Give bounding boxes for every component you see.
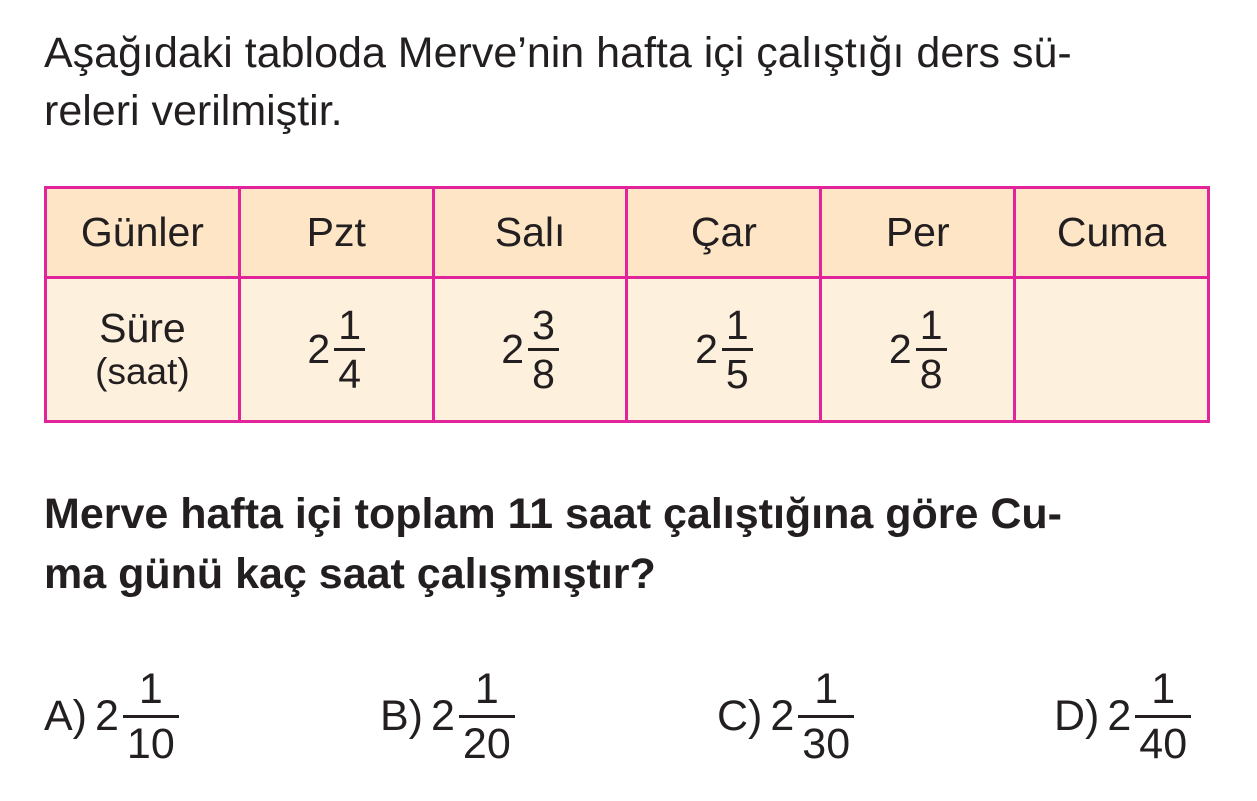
option-a[interactable] [44, 656, 179, 776]
numerator: 1 [138, 664, 163, 713]
denominator: 20 [462, 719, 511, 768]
mixed-number [307, 302, 365, 397]
duration-cell-cuma-empty [1015, 278, 1209, 422]
denominator: 10 [126, 719, 175, 768]
numerator: 1 [338, 302, 362, 348]
whole-part: 2 [1107, 691, 1132, 740]
day-cell-pzt: Pzt [239, 188, 433, 278]
denominator: 8 [532, 351, 555, 397]
denominator: 40 [1139, 719, 1188, 768]
table-duration-row [46, 278, 1209, 422]
question-text [44, 484, 1214, 604]
day-cell-car: Çar [627, 188, 821, 278]
header-label-cell: Günler [46, 188, 240, 278]
day-cell-per: Per [821, 188, 1015, 278]
study-time-table [44, 186, 1210, 423]
mixed-number [695, 302, 753, 397]
fraction [334, 302, 365, 397]
denominator: 5 [725, 351, 749, 397]
numerator: 3 [532, 302, 555, 348]
fraction [528, 302, 559, 397]
whole-part: 2 [695, 326, 718, 372]
duration-cell-car [627, 278, 821, 422]
option-letter: A) [44, 691, 87, 740]
table-header-row [46, 188, 1209, 278]
whole-part: 2 [307, 326, 331, 372]
whole-part: 2 [770, 691, 795, 740]
option-letter: C) [717, 691, 763, 740]
numerator: 1 [1151, 664, 1176, 713]
option-d[interactable] [1054, 656, 1191, 776]
option-letter: D) [1054, 691, 1100, 740]
intro-text [44, 24, 1214, 140]
duration-cell-per [821, 278, 1015, 422]
fraction [916, 302, 947, 397]
numerator: 1 [474, 664, 499, 713]
fraction [1135, 663, 1191, 770]
whole-part: 2 [501, 326, 525, 372]
whole-part: 2 [95, 691, 119, 740]
intro-line-1: Aşağıdaki tabloda Merve’nin hafta içi çalıştığı ders sü- [44, 29, 1072, 77]
answer-options [0, 656, 1257, 776]
denominator: 30 [802, 719, 851, 768]
duration-cell-pzt [239, 278, 433, 422]
intro-line-2: releri verilmiştir. [44, 87, 343, 135]
denominator: 8 [919, 351, 943, 397]
whole-part: 2 [431, 691, 455, 740]
row-label-cell [46, 278, 240, 422]
day-cell-sali: Salı [433, 188, 627, 278]
fraction [798, 663, 854, 770]
fraction [722, 302, 753, 397]
whole-part: 2 [888, 326, 912, 372]
option-letter: B) [380, 691, 423, 740]
mixed-number [889, 302, 947, 397]
question-line-2: ma günü kaç saat çalışmıştır? [44, 550, 656, 598]
fraction [459, 663, 515, 770]
mixed-number [501, 302, 559, 397]
row-label-unit: (saat) [95, 350, 190, 392]
row-label-sure: Süre [99, 304, 186, 351]
question-line-1: Merve hafta içi toplam 11 saat çalıştığına göre Cu- [44, 490, 1062, 538]
numerator: 1 [814, 664, 839, 713]
denominator: 4 [338, 351, 362, 397]
option-b[interactable] [380, 656, 515, 776]
day-cell-cuma: Cuma [1015, 188, 1209, 278]
option-c[interactable] [717, 656, 854, 776]
numerator: 1 [725, 302, 749, 348]
numerator: 1 [919, 302, 943, 348]
fraction [123, 663, 179, 770]
duration-cell-sali [433, 278, 627, 422]
